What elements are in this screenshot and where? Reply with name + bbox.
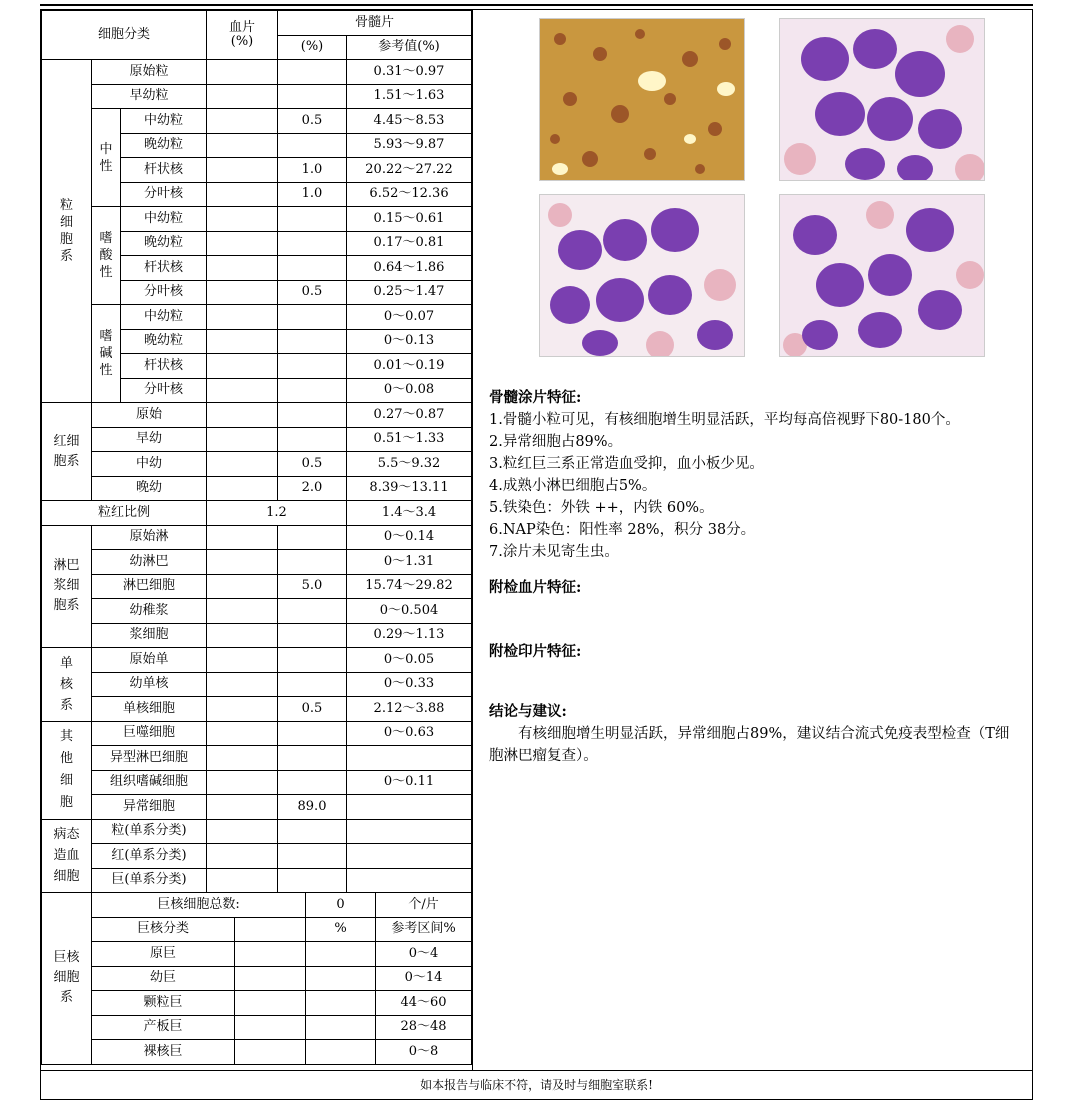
group-mega: 巨核 细胞 系 bbox=[42, 893, 92, 1065]
marrow-value bbox=[278, 819, 347, 844]
blood-findings-title: 附检血片特征: bbox=[489, 579, 582, 596]
findings-text bbox=[473, 387, 1032, 767]
marrow-value: 0.5 bbox=[278, 452, 347, 477]
cell-name: 原始粒 bbox=[92, 60, 207, 85]
mega-ref: 0～4 bbox=[376, 942, 472, 967]
marrow-value bbox=[278, 133, 347, 158]
ref-value: 0.29～1.13 bbox=[347, 623, 472, 648]
table-row bbox=[42, 427, 472, 452]
mega-ref-label: 参考区间% bbox=[376, 917, 472, 942]
cell-name: 晚幼粒 bbox=[121, 231, 207, 256]
marrow-value bbox=[278, 648, 347, 673]
header-ref: 参考值(%) bbox=[347, 35, 472, 60]
ref-value: 0.25～1.47 bbox=[347, 280, 472, 305]
table-row bbox=[42, 452, 472, 477]
cell-name: 早幼 bbox=[92, 427, 207, 452]
table-row bbox=[42, 476, 472, 501]
header-marrow-unit: (%) bbox=[278, 35, 347, 60]
ref-value: 0～0.504 bbox=[347, 599, 472, 624]
findings-panel bbox=[472, 10, 1032, 1070]
ref-value bbox=[347, 795, 472, 820]
group-granulocyte: 粒 细 胞 系 bbox=[42, 60, 92, 403]
cell-name: 杆状核 bbox=[121, 354, 207, 379]
mega-ref: 44～60 bbox=[376, 991, 472, 1016]
cell-name: 晚幼 bbox=[92, 476, 207, 501]
table-row bbox=[42, 109, 472, 134]
mega-total-value: 0 bbox=[306, 893, 376, 918]
table-row bbox=[42, 1040, 472, 1065]
table-row bbox=[42, 746, 472, 771]
cell-count-panel bbox=[41, 10, 471, 1065]
finding-item: 7.涂片未见寄生虫。 bbox=[489, 544, 619, 560]
mega-name: 幼巨 bbox=[92, 966, 235, 991]
table-row bbox=[42, 844, 472, 869]
ref-value: 0.31～0.97 bbox=[347, 60, 472, 85]
mega-name: 原巨 bbox=[92, 942, 235, 967]
cell-name: 分叶核 bbox=[121, 182, 207, 207]
ref-value bbox=[347, 868, 472, 893]
ref-value bbox=[347, 844, 472, 869]
table-row bbox=[42, 550, 472, 575]
marrow-value bbox=[278, 427, 347, 452]
marrow-value bbox=[278, 305, 347, 330]
ref-value: 8.39～13.11 bbox=[347, 476, 472, 501]
marrow-value bbox=[278, 84, 347, 109]
cell-name: 浆细胞 bbox=[92, 623, 207, 648]
table-row bbox=[42, 305, 472, 330]
marrow-value: 89.0 bbox=[278, 795, 347, 820]
ref-value: 0.64～1.86 bbox=[347, 256, 472, 281]
marrow-value bbox=[278, 354, 347, 379]
mega-total-label: 巨核细胞总数: bbox=[92, 893, 306, 918]
report-frame bbox=[40, 9, 1033, 1100]
table-row bbox=[42, 574, 472, 599]
ratio-row bbox=[42, 501, 472, 526]
cell-name: 幼单核 bbox=[92, 672, 207, 697]
ratio-value: 1.2 bbox=[207, 501, 347, 526]
ref-value: 0～0.33 bbox=[347, 672, 472, 697]
table-row bbox=[42, 525, 472, 550]
ref-value: 1.4～3.4 bbox=[347, 501, 472, 526]
ref-value: 0～0.08 bbox=[347, 378, 472, 403]
cell-name: 红(单系分类) bbox=[92, 844, 207, 869]
table-row bbox=[42, 819, 472, 844]
ref-value: 0.51～1.33 bbox=[347, 427, 472, 452]
mega-ref: 0～14 bbox=[376, 966, 472, 991]
marrow-value bbox=[278, 599, 347, 624]
marrow-value bbox=[278, 721, 347, 746]
conclusion-text: 有核细胞增生明显活跃，异常细胞占89%，建议结合流式免疫表型检查（T细胞淋巴瘤复查）。 bbox=[489, 726, 1010, 764]
table-row bbox=[42, 770, 472, 795]
group-erythroid: 红细 胞系 bbox=[42, 403, 92, 501]
table-row bbox=[42, 721, 472, 746]
cell-name: 杆状核 bbox=[121, 158, 207, 183]
marrow-value bbox=[278, 256, 347, 281]
cell-name: 幼稚浆 bbox=[92, 599, 207, 624]
table-row bbox=[42, 648, 472, 673]
micrograph-low-mag bbox=[539, 18, 745, 181]
ref-value bbox=[347, 746, 472, 771]
marrow-value: 0.5 bbox=[278, 697, 347, 722]
conclusion-title: 结论与建议: bbox=[489, 703, 567, 720]
cell-name: 中幼粒 bbox=[121, 207, 207, 232]
cell-name: 中幼 bbox=[92, 452, 207, 477]
mega-ref: 0～8 bbox=[376, 1040, 472, 1065]
cell-name: 淋巴细胞 bbox=[92, 574, 207, 599]
cell-name: 原始 bbox=[92, 403, 207, 428]
marrow-value bbox=[278, 550, 347, 575]
ref-value: 20.22～27.22 bbox=[347, 158, 472, 183]
finding-item: 4.成熟小淋巴细胞占5%。 bbox=[489, 478, 657, 494]
cell-name: 分叶核 bbox=[121, 378, 207, 403]
cell-name: 异常细胞 bbox=[92, 795, 207, 820]
ref-value: 2.12～3.88 bbox=[347, 697, 472, 722]
marrow-value bbox=[278, 329, 347, 354]
ref-value: 5.5～9.32 bbox=[347, 452, 472, 477]
cell-name: 粒(单系分类) bbox=[92, 819, 207, 844]
marrow-value: 2.0 bbox=[278, 476, 347, 501]
finding-item: 2.异常细胞占89%。 bbox=[489, 434, 623, 450]
micrograph-high-mag-3 bbox=[779, 194, 985, 357]
table-row bbox=[42, 795, 472, 820]
mega-ref: 28～48 bbox=[376, 1015, 472, 1040]
finding-item: 6.NAP染色：阳性率 28%，积分 38分。 bbox=[489, 522, 756, 538]
cell-name: 原始单 bbox=[92, 648, 207, 673]
mega-total-row bbox=[42, 893, 472, 918]
marrow-value: 0.5 bbox=[278, 280, 347, 305]
marrow-value bbox=[278, 770, 347, 795]
marrow-value bbox=[278, 868, 347, 893]
micrograph-grid bbox=[473, 10, 1032, 385]
ref-value: 0～0.14 bbox=[347, 525, 472, 550]
micrograph-high-mag-1 bbox=[779, 18, 985, 181]
marrow-value: 5.0 bbox=[278, 574, 347, 599]
group-other: 其 他 细 胞 bbox=[42, 721, 92, 819]
ref-value: 6.52～12.36 bbox=[347, 182, 472, 207]
marrow-value: 1.0 bbox=[278, 182, 347, 207]
cell-name: 晚幼粒 bbox=[121, 133, 207, 158]
group-pathologic: 病态 造血 细胞 bbox=[42, 819, 92, 893]
ref-value: 0.27～0.87 bbox=[347, 403, 472, 428]
group-basophil: 嗜 碱 性 bbox=[92, 305, 121, 403]
cell-name: 中幼粒 bbox=[121, 109, 207, 134]
mega-total-unit: 个/片 bbox=[376, 893, 472, 918]
cell-name: 杆状核 bbox=[121, 256, 207, 281]
finding-item: 5.铁染色：外铁 ++，内铁 60%。 bbox=[489, 500, 714, 516]
megakaryocyte-table bbox=[41, 892, 472, 1065]
top-rule bbox=[40, 4, 1033, 6]
mega-pct-label: % bbox=[306, 917, 376, 942]
cell-name: 幼淋巴 bbox=[92, 550, 207, 575]
footer-note: 如本报告与临床不符，请及时与细胞室联系! bbox=[41, 1070, 1032, 1100]
ref-value: 0～1.31 bbox=[347, 550, 472, 575]
cell-name: 原始淋 bbox=[92, 525, 207, 550]
ref-value: 0～0.13 bbox=[347, 329, 472, 354]
mega-name: 产板巨 bbox=[92, 1015, 235, 1040]
table-row bbox=[42, 672, 472, 697]
cell-count-table bbox=[41, 10, 472, 893]
marrow-value bbox=[278, 231, 347, 256]
header-category: 细胞分类 bbox=[42, 11, 207, 60]
imprint-findings-title: 附检印片特征: bbox=[489, 643, 582, 660]
cell-name: 异型淋巴细胞 bbox=[92, 746, 207, 771]
marrow-value: 1.0 bbox=[278, 158, 347, 183]
group-mono: 单 核 系 bbox=[42, 648, 92, 722]
ref-value: 0～0.05 bbox=[347, 648, 472, 673]
ref-value: 1.51～1.63 bbox=[347, 84, 472, 109]
marrow-value bbox=[278, 844, 347, 869]
ref-value bbox=[347, 819, 472, 844]
ref-value: 4.45～8.53 bbox=[347, 109, 472, 134]
marrow-value bbox=[278, 525, 347, 550]
cell-name: 巨(单系分类) bbox=[92, 868, 207, 893]
cell-name: 单核细胞 bbox=[92, 697, 207, 722]
cell-name: 组织嗜碱细胞 bbox=[92, 770, 207, 795]
table-row bbox=[42, 991, 472, 1016]
table-row bbox=[42, 868, 472, 893]
header-marrow: 骨髓片 bbox=[278, 11, 472, 36]
mega-class-label: 巨核分类 bbox=[92, 917, 235, 942]
ref-value: 0～0.07 bbox=[347, 305, 472, 330]
table-row bbox=[42, 207, 472, 232]
cell-name: 早幼粒 bbox=[92, 84, 207, 109]
mega-name: 裸核巨 bbox=[92, 1040, 235, 1065]
table-row bbox=[42, 60, 472, 85]
group-eosinophil: 嗜 酸 性 bbox=[92, 207, 121, 305]
cell-name: 巨噬细胞 bbox=[92, 721, 207, 746]
ref-value: 0～0.11 bbox=[347, 770, 472, 795]
table-row bbox=[42, 623, 472, 648]
micrograph-high-mag-2 bbox=[539, 194, 745, 357]
table-row bbox=[42, 966, 472, 991]
ref-value: 5.93～9.87 bbox=[347, 133, 472, 158]
group-lymph: 淋巴 浆细 胞系 bbox=[42, 525, 92, 648]
marrow-value bbox=[278, 60, 347, 85]
table-row bbox=[42, 599, 472, 624]
table-row bbox=[42, 942, 472, 967]
finding-item: 3.粒红巨三系正常造血受抑，血小板少见。 bbox=[489, 456, 764, 472]
finding-item: 1.骨髓小粒可见，有核细胞增生明显活跃，平均每高倍视野下80-180个。 bbox=[489, 412, 960, 428]
header-blood: 血片 (%) bbox=[207, 11, 278, 60]
marrow-value: 0.5 bbox=[278, 109, 347, 134]
marrow-findings-title: 骨髓涂片特征: bbox=[489, 389, 582, 406]
table-row bbox=[42, 1015, 472, 1040]
marrow-value bbox=[278, 672, 347, 697]
cell-name: 中幼粒 bbox=[121, 305, 207, 330]
table-row bbox=[42, 84, 472, 109]
cell-name: 粒红比例 bbox=[42, 501, 207, 526]
mega-header-row bbox=[42, 917, 472, 942]
group-neutrophil: 中 性 bbox=[92, 109, 121, 207]
marrow-value bbox=[278, 403, 347, 428]
cell-name: 分叶核 bbox=[121, 280, 207, 305]
ref-value: 0.01～0.19 bbox=[347, 354, 472, 379]
mega-name: 颗粒巨 bbox=[92, 991, 235, 1016]
table-row bbox=[42, 697, 472, 722]
table-row bbox=[42, 403, 472, 428]
marrow-value bbox=[278, 207, 347, 232]
ref-value: 0.17～0.81 bbox=[347, 231, 472, 256]
cell-name: 晚幼粒 bbox=[121, 329, 207, 354]
marrow-value bbox=[278, 746, 347, 771]
marrow-value bbox=[278, 378, 347, 403]
ref-value: 0.15～0.61 bbox=[347, 207, 472, 232]
ref-value: 0～0.63 bbox=[347, 721, 472, 746]
header-row bbox=[42, 11, 472, 36]
marrow-value bbox=[278, 623, 347, 648]
ref-value: 15.74～29.82 bbox=[347, 574, 472, 599]
